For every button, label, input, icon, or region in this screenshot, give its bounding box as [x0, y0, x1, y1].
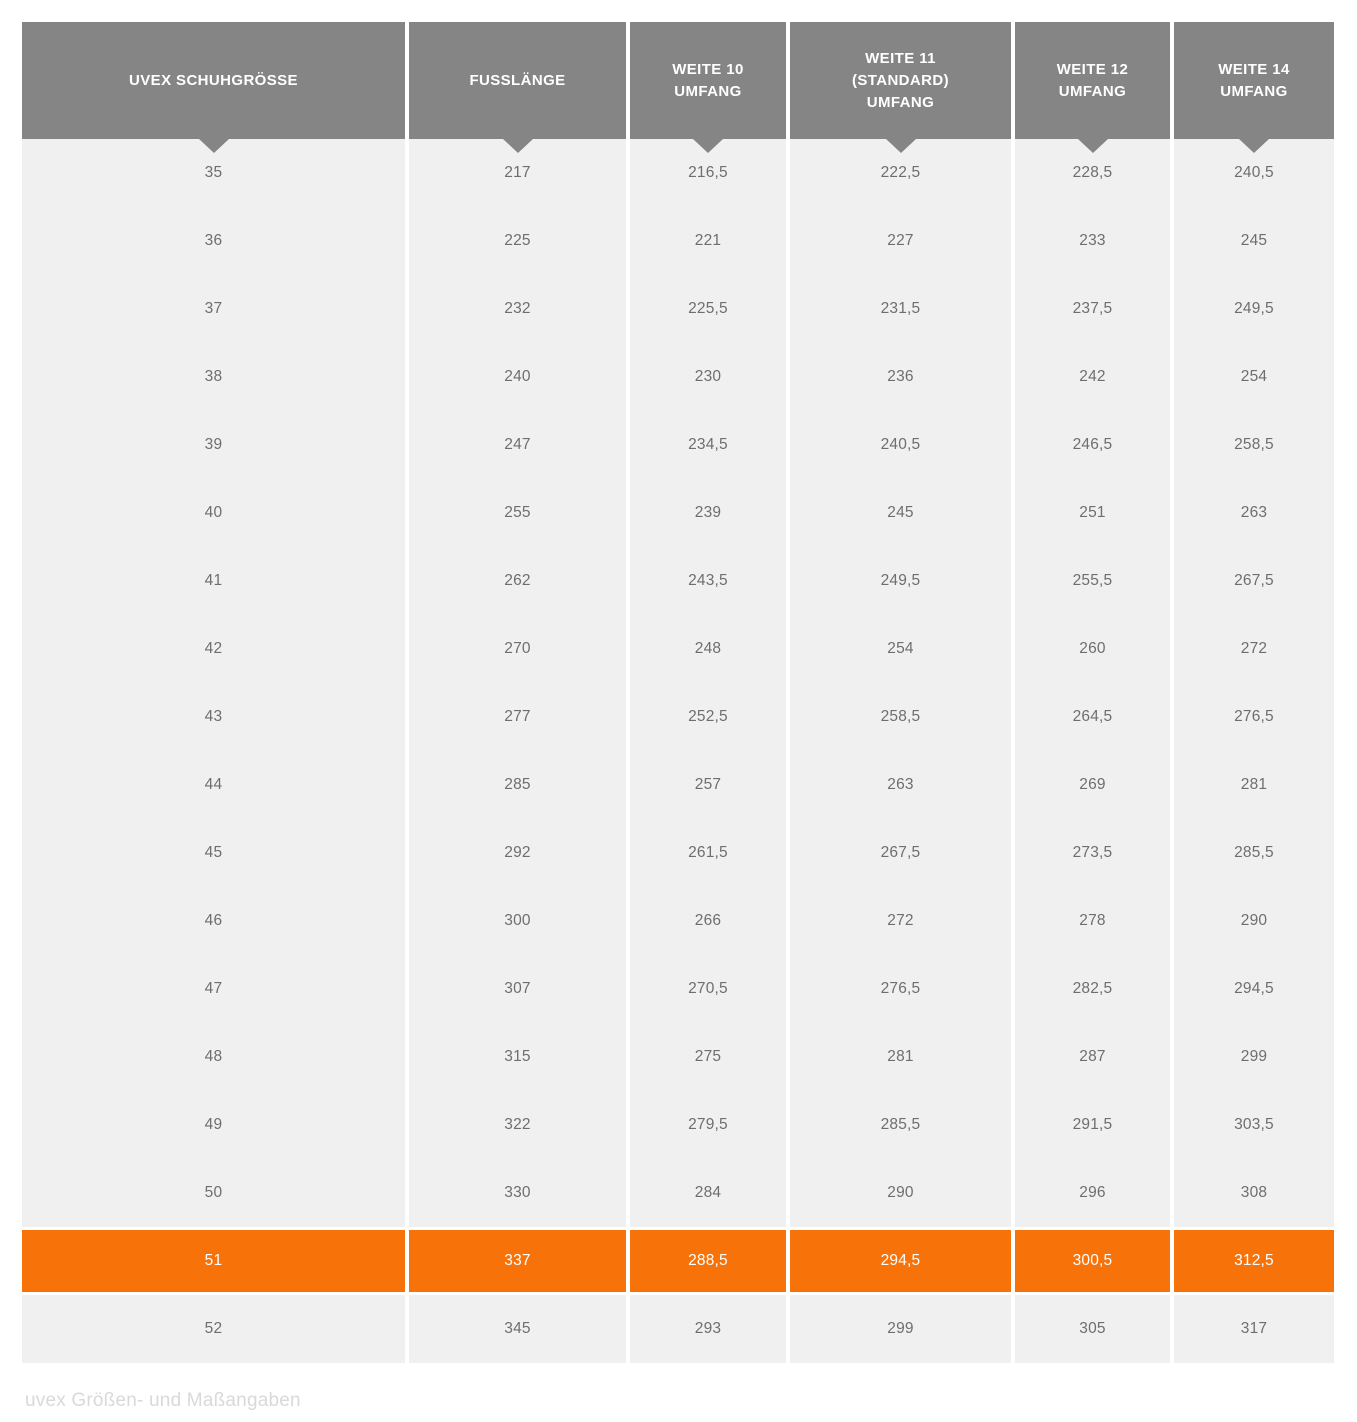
table-cell: 287 [1015, 1023, 1170, 1091]
table-cell: 277 [409, 683, 626, 751]
table-cell: 240,5 [1174, 139, 1334, 207]
table-cell: 39 [22, 411, 405, 479]
table-cell: 279,5 [630, 1091, 786, 1159]
table-cell: 240 [409, 343, 626, 411]
table-cell: 42 [22, 615, 405, 683]
table-cell: 296 [1015, 1159, 1170, 1227]
table-cell: 50 [22, 1159, 405, 1227]
table-cell: 262 [409, 547, 626, 615]
table-cell: 285,5 [1174, 819, 1334, 887]
table-cell: 216,5 [630, 139, 786, 207]
highlighted-cell: 294,5 [790, 1227, 1011, 1295]
table-cell: 276,5 [1174, 683, 1334, 751]
table-cell: 272 [1174, 615, 1334, 683]
table-cell: 257 [630, 751, 786, 819]
table-cell: 252,5 [630, 683, 786, 751]
table-cell: 315 [409, 1023, 626, 1091]
table-cell: 254 [790, 615, 1011, 683]
table-cell: 41 [22, 547, 405, 615]
table-cell: 263 [790, 751, 1011, 819]
column-header-weite-11 [790, 22, 1011, 139]
header-pointer-icon [886, 139, 916, 153]
header-pointer-icon [1239, 139, 1269, 153]
table-cell: 299 [790, 1295, 1011, 1363]
table-cell: 269 [1015, 751, 1170, 819]
table-cell: 263 [1174, 479, 1334, 547]
header-pointer-icon [1078, 139, 1108, 153]
table-cell: 255 [409, 479, 626, 547]
table-cell: 225,5 [630, 275, 786, 343]
column-header-weite-10 [630, 22, 786, 139]
table-cell: 255,5 [1015, 547, 1170, 615]
table-cell: 221 [630, 207, 786, 275]
table-cell: 225 [409, 207, 626, 275]
table-cell: 227 [790, 207, 1011, 275]
table-cell: 293 [630, 1295, 786, 1363]
table-cell: 35 [22, 139, 405, 207]
column-header-label: WEITE 12 UMFANG [1056, 60, 1129, 100]
table-cell: 281 [1174, 751, 1334, 819]
table-cell: 47 [22, 955, 405, 1023]
table-cell: 276,5 [790, 955, 1011, 1023]
table-cell: 285 [409, 751, 626, 819]
size-table [22, 22, 1334, 1363]
table-cell: 267,5 [790, 819, 1011, 887]
column-header-weite-14 [1174, 22, 1334, 139]
table-cell: 38 [22, 343, 405, 411]
column-header-size [22, 22, 405, 139]
table-cell: 237,5 [1015, 275, 1170, 343]
highlighted-cell: 51 [22, 1227, 405, 1295]
table-cell: 300 [409, 887, 626, 955]
table-cell: 281 [790, 1023, 1011, 1091]
size-chart-page [0, 22, 1357, 1422]
table-cell: 258,5 [790, 683, 1011, 751]
table-cell: 264,5 [1015, 683, 1170, 751]
table-cell: 233 [1015, 207, 1170, 275]
table-cell: 242 [1015, 343, 1170, 411]
table-cell: 49 [22, 1091, 405, 1159]
table-cell: 243,5 [630, 547, 786, 615]
table-cell: 278 [1015, 887, 1170, 955]
table-cell: 299 [1174, 1023, 1334, 1091]
table-cell: 43 [22, 683, 405, 751]
table-cell: 48 [22, 1023, 405, 1091]
table-cell: 266 [630, 887, 786, 955]
table-cell: 294,5 [1174, 955, 1334, 1023]
table-cell: 260 [1015, 615, 1170, 683]
column-header-label: WEITE 11 (STANDARD) UMFANG [851, 49, 950, 111]
table-cell: 275 [630, 1023, 786, 1091]
table-cell: 231,5 [790, 275, 1011, 343]
table-caption: uvex Größen- und Maßangaben [25, 1390, 301, 1411]
table-cell: 36 [22, 207, 405, 275]
table-cell: 330 [409, 1159, 626, 1227]
table-cell: 267,5 [1174, 547, 1334, 615]
table-cell: 251 [1015, 479, 1170, 547]
table-cell: 273,5 [1015, 819, 1170, 887]
table-cell: 239 [630, 479, 786, 547]
highlighted-cell: 337 [409, 1227, 626, 1295]
table-cell: 46 [22, 887, 405, 955]
table-cell: 45 [22, 819, 405, 887]
table-cell: 247 [409, 411, 626, 479]
table-cell: 228,5 [1015, 139, 1170, 207]
column-header-label: WEITE 10 UMFANG [672, 60, 744, 100]
table-cell: 270 [409, 615, 626, 683]
table-cell: 285,5 [790, 1091, 1011, 1159]
table-cell: 290 [790, 1159, 1011, 1227]
table-cell: 258,5 [1174, 411, 1334, 479]
header-pointer-icon [693, 139, 723, 153]
highlighted-cell: 300,5 [1015, 1227, 1170, 1295]
table-cell: 292 [409, 819, 626, 887]
table-cell: 248 [630, 615, 786, 683]
table-cell: 249,5 [790, 547, 1011, 615]
highlighted-cell: 288,5 [630, 1227, 786, 1295]
table-cell: 234,5 [630, 411, 786, 479]
table-cell: 345 [409, 1295, 626, 1363]
table-cell: 317 [1174, 1295, 1334, 1363]
table-cell: 303,5 [1174, 1091, 1334, 1159]
table-cell: 236 [790, 343, 1011, 411]
table-cell: 272 [790, 887, 1011, 955]
table-cell: 249,5 [1174, 275, 1334, 343]
table-cell: 308 [1174, 1159, 1334, 1227]
header-pointer-icon [199, 139, 229, 153]
column-header-weite-12 [1015, 22, 1170, 139]
header-pointer-icon [503, 139, 533, 153]
table-cell: 245 [790, 479, 1011, 547]
table-cell: 322 [409, 1091, 626, 1159]
table-cell: 282,5 [1015, 955, 1170, 1023]
column-header-label: UVEX SCHUHGRÖSSE [129, 71, 298, 89]
highlighted-cell: 312,5 [1174, 1227, 1334, 1295]
column-header-foot-length [409, 22, 626, 139]
column-header-label: WEITE 14 UMFANG [1218, 60, 1290, 100]
table-cell: 270,5 [630, 955, 786, 1023]
table-cell: 232 [409, 275, 626, 343]
table-cell: 40 [22, 479, 405, 547]
column-header-label: FUSSLÄNGE [469, 71, 566, 89]
table-cell: 217 [409, 139, 626, 207]
table-cell: 52 [22, 1295, 405, 1363]
table-cell: 230 [630, 343, 786, 411]
table-cell: 305 [1015, 1295, 1170, 1363]
table-cell: 261,5 [630, 819, 786, 887]
table-cell: 222,5 [790, 139, 1011, 207]
table-cell: 37 [22, 275, 405, 343]
table-cell: 254 [1174, 343, 1334, 411]
table-cell: 284 [630, 1159, 786, 1227]
table-cell: 240,5 [790, 411, 1011, 479]
table-cell: 307 [409, 955, 626, 1023]
table-cell: 44 [22, 751, 405, 819]
table-cell: 290 [1174, 887, 1334, 955]
table-cell: 291,5 [1015, 1091, 1170, 1159]
table-cell: 245 [1174, 207, 1334, 275]
table-cell: 246,5 [1015, 411, 1170, 479]
